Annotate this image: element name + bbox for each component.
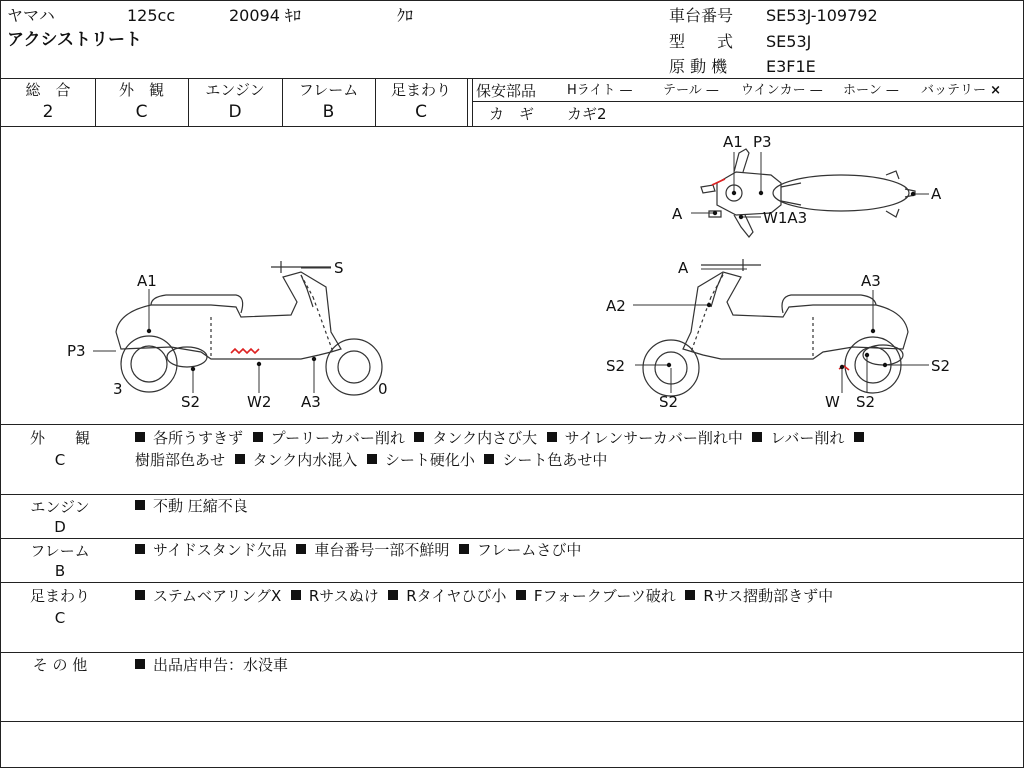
frame-notes: サイドスタンド欠品 車台番号一部不鮮明 フレームさび中 [135,539,581,561]
section-exterior-grade: C [54,451,66,469]
left-label-w2: W2 [247,393,272,411]
right-label-w: W [825,393,840,411]
safety-headlight: Hライト — [567,83,633,98]
section-suspension-grade: C [54,609,66,627]
grade-overall-value: 2 [42,102,54,122]
suspension-notes: ステムベアリングX Rサスぬけ Rタイヤひび小 Fフォークブーツ破れ Rサス摺動部きず中 [135,585,833,607]
section-exterior-label: 外 観 [29,429,90,447]
lot-code: 20094 ｷﾛ [229,6,301,25]
section-frame-label: フレーム [30,542,90,560]
section-other-label: そ の 他 [32,656,88,674]
left-label-a3: A3 [301,393,321,411]
safety-horn: ホーン — [843,83,899,98]
engine-value: E3F1E [766,57,816,76]
right-label-a: A [678,259,689,277]
body-color: ｸﾛ [397,6,414,25]
left-label-0: 0 [378,380,388,398]
section-frame-grade: B [54,562,66,580]
left-label-p3: P3 [67,342,86,360]
grade-engine-label: エンジン [205,81,265,99]
safety-label: 保安部品 [476,82,537,100]
left-label-s2: S2 [181,393,201,411]
key-value: カギ2 [567,105,607,123]
model-name: アクシストリート [7,30,142,50]
damage-diagram [1,127,1023,424]
safety-battery: バッテリー × [921,83,1002,98]
right-label-s2-bottom: S2 [659,393,679,411]
left-label-3: 3 [113,380,123,398]
engine-notes: 不動 圧縮不良 [135,495,248,517]
exterior-notes-line-2: 樹脂部色あせ タンク内水混入 シート硬化小 シート色あせ中 [135,451,608,469]
right-label-a3: A3 [861,272,881,290]
right-label-s2-left: S2 [606,357,626,375]
top-label-a1: A1 [723,133,743,151]
grade-suspension-value: C [415,102,427,122]
maker: ヤマハ [7,6,55,25]
top-label-a-front: A [931,185,942,203]
grade-frame-value: B [322,102,335,122]
exterior-notes-line-1: 各所うすきず プーリーカバー削れ タンク内さび大 サイレンサーカバー削れ中 レバー削れ [135,427,872,449]
frame-no-label: 車台番号 [669,6,734,25]
grade-engine-value: D [228,102,242,122]
right-label-s2-rear: S2 [856,393,876,411]
top-label-p3: P3 [753,133,772,151]
top-label-w1a3: W1A3 [763,209,808,227]
left-label-a1: A1 [137,272,157,290]
engine-label: 原 動 機 [669,57,728,76]
grade-exterior-label: 外 観 [118,81,164,99]
right-label-a2: A2 [606,297,626,315]
grade-overall-label: 総 合 [25,81,71,99]
type-value: SE53J [766,32,812,51]
other-notes: 出品店申告：水没車 [135,654,288,676]
safety-winker: ウインカー — [741,83,823,98]
top-label-a-left: A [672,205,683,223]
key-label: カ ギ [489,105,535,123]
safety-taillight: テール — [663,83,719,98]
grade-suspension-label: 足まわり [390,81,451,99]
section-suspension-label: 足まわり [29,587,90,605]
grade-frame-label: フレーム [298,81,359,99]
displacement: 125cc [127,6,176,25]
left-label-s: S [334,259,344,277]
section-engine-label: エンジン [30,498,90,516]
type-label: 型 式 [669,32,734,51]
frame-no: SE53J-109792 [766,6,878,25]
damage-marks [231,179,849,370]
right-label-s2-right: S2 [931,357,951,375]
section-engine-grade: D [54,518,66,536]
grade-exterior-value: C [135,102,148,122]
